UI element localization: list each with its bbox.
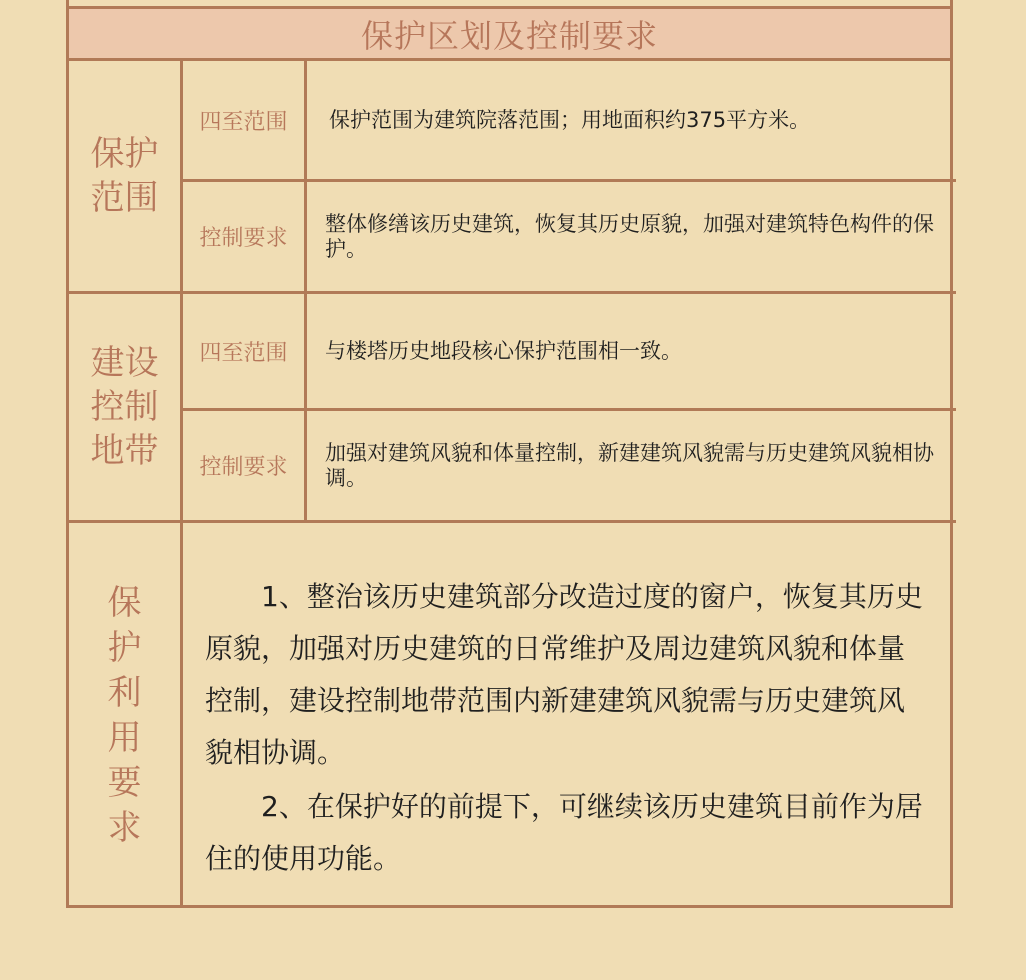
construction-zone-label-line2: 控制 — [90, 387, 159, 427]
protection-control-text: 整体修缮该历史建筑，恢复其历史原貌，加强对建筑特色构件的保护。 — [325, 211, 934, 261]
utilization-label-char: 护 — [107, 627, 142, 668]
protection-scope-label — [69, 61, 180, 291]
divider — [69, 520, 956, 523]
utilization-label-char: 要 — [107, 762, 142, 803]
utilization-content — [205, 571, 925, 885]
construction-control-label: 控制要求 — [199, 455, 288, 480]
utilization-paragraph-2: 2、在保护好的前提下，可继续该历史建筑目前作为居住的使用功能。 — [205, 790, 923, 875]
protection-scope-label-line2: 范围 — [90, 178, 159, 218]
utilization-paragraph-1: 1、整治该历史建筑部分改造过度的窗户，恢复其历史原貌，加强对历史建筑的日常维护及周边建筑风貌和体量控制，建设控制地带范围内新建建筑风貌需与历史建筑风貌相协调。 — [205, 580, 923, 769]
construction-control-text: 加强对建筑风貌和体量控制，新建建筑风貌需与历史建筑风貌相协调。 — [325, 440, 934, 490]
protection-boundary-label: 四至范围 — [199, 109, 288, 135]
table-title: 保护区划及控制要求 — [69, 6, 950, 61]
utilization-label-char: 保 — [107, 582, 142, 623]
utilization-label-char: 用 — [107, 717, 142, 758]
protection-scope-label-line1: 保护 — [90, 134, 159, 174]
construction-boundary-label: 四至范围 — [199, 340, 288, 366]
protection-boundary-text: 保护范围为建筑院落范围；用地面积约375平方米。 — [329, 107, 811, 132]
control-table — [66, 0, 953, 908]
construction-zone-label-line1: 建设 — [90, 343, 159, 383]
utilization-label-char: 利 — [107, 672, 142, 713]
construction-boundary-text: 与楼塔历史地段核心保护范围相一致。 — [325, 338, 682, 363]
construction-zone-label — [69, 294, 180, 520]
protection-control-label: 控制要求 — [199, 226, 288, 251]
utilization-label-char: 求 — [107, 807, 142, 848]
utilization-label — [69, 523, 180, 908]
table-grid — [69, 61, 950, 908]
construction-zone-label-line3: 地带 — [90, 431, 159, 471]
